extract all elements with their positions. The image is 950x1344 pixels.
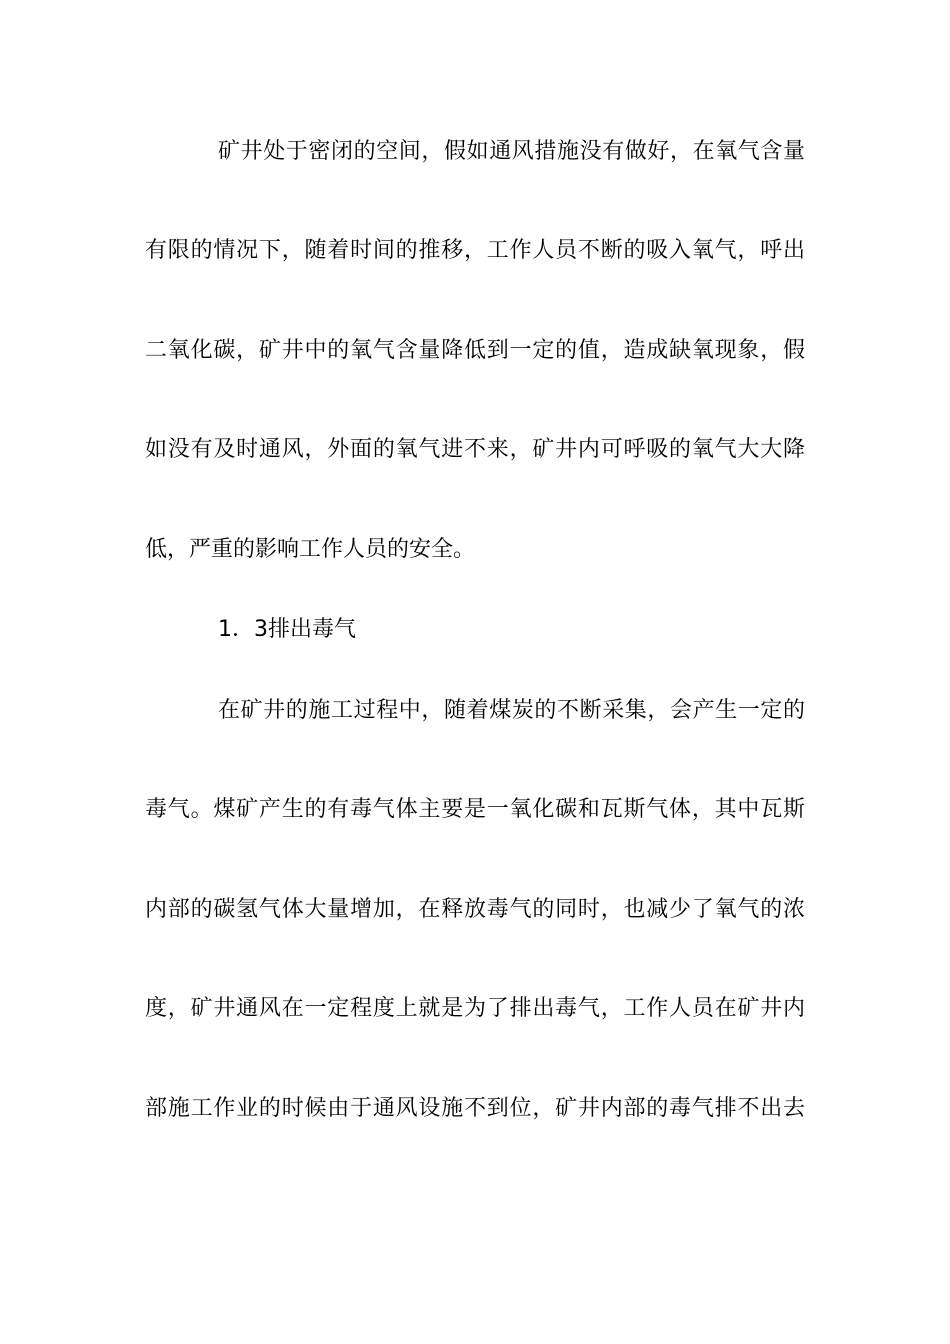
paragraph-2-line-3: 内部的碳氢气体大量增加，在释放毒气的同时，也减少了氧气的浓 xyxy=(145,897,805,922)
paragraph-1-line-3: 二氧化碳，矿井中的氧气含量降低到一定的值，造成缺氧现象，假 xyxy=(145,338,805,363)
paragraph-1-line-2: 有限的情况下，随着时间的推移，工作人员不断的吸入氧气，呼出 xyxy=(145,238,805,263)
paragraph-2-line-4: 度，矿井通风在一定程度上就是为了排出毒气，工作人员在矿井内 xyxy=(145,996,805,1021)
paragraph-2-line-1: 在矿井的施工过程中，随着煤炭的不断采集，会产生一定的 xyxy=(218,698,805,723)
section-heading: 1．3排出毒气 xyxy=(218,617,356,642)
paragraph-2-line-5: 部施工作业的时候由于通风设施不到位，矿井内部的毒气排不出去 xyxy=(145,1096,805,1121)
paragraph-1-line-5: 低，严重的影响工作人员的安全。 xyxy=(145,537,476,562)
paragraph-1-line-4: 如没有及时通风，外面的氧气进不来，矿井内可呼吸的氧气大大降 xyxy=(145,437,805,462)
paragraph-1-line-1: 矿井处于密闭的空间，假如通风措施没有做好，在氧气含量 xyxy=(218,139,805,164)
paragraph-2-line-2: 毒气。煤矿产生的有毒气体主要是一氧化碳和瓦斯气体，其中瓦斯 xyxy=(145,797,805,822)
